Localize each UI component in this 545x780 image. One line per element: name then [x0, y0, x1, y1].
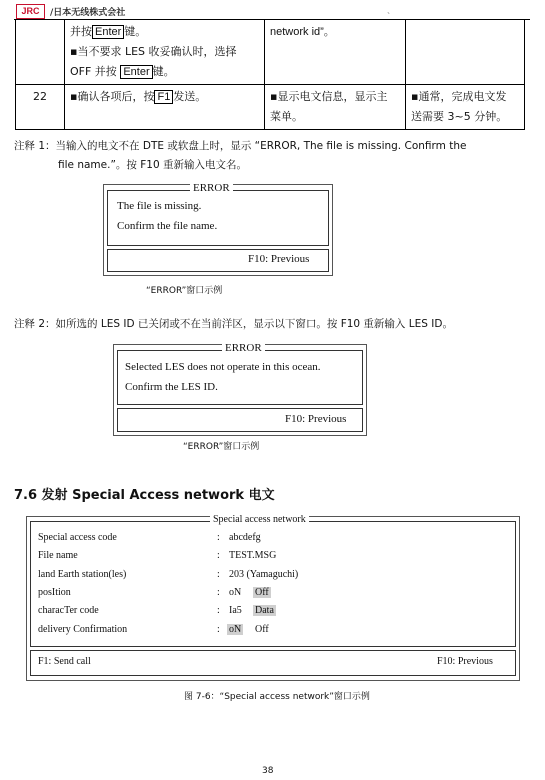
header-mark: 、	[387, 6, 395, 15]
error-message-line: Selected LES does not operate in this ocean.	[125, 361, 321, 373]
step-number-cell: 22	[16, 85, 65, 130]
enter-key: Enter	[92, 25, 124, 39]
step-number-cell	[16, 20, 65, 85]
note-2-line-1: 注释 2：如所选的 LES ID 已关闭或不在当前洋区，显示以下窗口。按 F10 重新输入 LES ID。	[14, 318, 453, 330]
field-label-delivery-confirmation: delivery Confirmation	[38, 624, 128, 635]
file-name-value[interactable]: TEST.MSG	[229, 550, 277, 561]
character-code-ia5-option[interactable]: Ia5	[229, 605, 242, 616]
character-code-data-option[interactable]: Data	[255, 605, 274, 616]
window-title: Special access network	[210, 514, 309, 525]
page-number: 38	[262, 766, 274, 776]
error-message-box	[107, 190, 329, 246]
field-separator: :	[217, 532, 220, 543]
section-heading: 7.6 发射 Special Access network 电文	[14, 488, 275, 503]
error-message-line: Confirm the LES ID.	[125, 381, 218, 393]
delivery-confirmation-on-option[interactable]: oN	[229, 624, 242, 635]
error-message-box	[117, 350, 363, 405]
note-1-line-2: file name.”。按 F10 重新输入电文名。	[58, 159, 247, 171]
position-on-option[interactable]: oN	[229, 587, 242, 598]
window-title: ERROR	[222, 342, 265, 354]
position-off-option[interactable]: Off	[255, 587, 269, 598]
f1-send-call-button[interactable]: F1: Send call	[38, 656, 91, 667]
enter-key: Enter	[120, 65, 152, 79]
table-row	[16, 85, 525, 130]
special-access-window	[26, 516, 520, 681]
note-cell: ▪通常，完成电文发 送需要 3~5 分钟。	[406, 85, 525, 130]
f1-key: F1	[154, 90, 173, 104]
error-message-line: Confirm the file name.	[117, 220, 218, 232]
field-label-file-name: File name	[38, 550, 78, 561]
field-label-position: posItion	[38, 587, 71, 598]
field-separator: :	[217, 624, 220, 635]
les-value[interactable]: 203 (Yamaguchi)	[229, 569, 299, 580]
field-separator: :	[217, 550, 220, 561]
figure-caption: 图 7-6：“Special access network”窗口示例	[184, 692, 370, 702]
jrc-logo: JRC	[16, 4, 45, 19]
window-caption: “ERROR”窗口示例	[146, 286, 223, 296]
display-cell: network id”。	[265, 20, 406, 85]
special-access-code-value[interactable]: abcdefg	[229, 532, 261, 543]
window-title: ERROR	[190, 182, 233, 194]
field-separator: :	[217, 605, 220, 616]
operation-cell: ▪确认各项后，按 F1 发送。	[65, 85, 265, 130]
operation-cell: 并按 Enter 键。 ▪当不要求 LES 收妥确认时，选择 OFF 并按 Enter 键。	[65, 20, 265, 85]
error-message-line: The file is missing.	[117, 200, 202, 212]
error-window	[103, 184, 333, 276]
field-separator: :	[217, 587, 220, 598]
f10-previous-button[interactable]: F10: Previous	[437, 656, 493, 667]
f10-previous-button[interactable]: F10: Previous	[248, 253, 310, 265]
delivery-confirmation-off-option[interactable]: Off	[255, 624, 269, 635]
window-caption: “ERROR”窗口示例	[183, 442, 260, 452]
f10-previous-button[interactable]: F10: Previous	[285, 413, 347, 425]
error-window	[113, 344, 367, 436]
field-label-special-access-code: Special access code	[38, 532, 117, 543]
note-cell	[406, 20, 525, 85]
field-label-les: land Earth station(les)	[38, 569, 127, 580]
field-separator: :	[217, 569, 220, 580]
table-row	[16, 20, 525, 85]
field-label-character-code: characTer code	[38, 605, 99, 616]
note-1-line-1: 注释 1：当输入的电文不在 DTE 或软盘上时，显示 “ERROR, The file is missing. Confirm the	[14, 140, 467, 152]
company-name: /日本无线株式会社	[50, 8, 126, 18]
procedure-table	[15, 19, 525, 130]
display-cell: ▪显示电文信息，显示主 菜单。	[265, 85, 406, 130]
